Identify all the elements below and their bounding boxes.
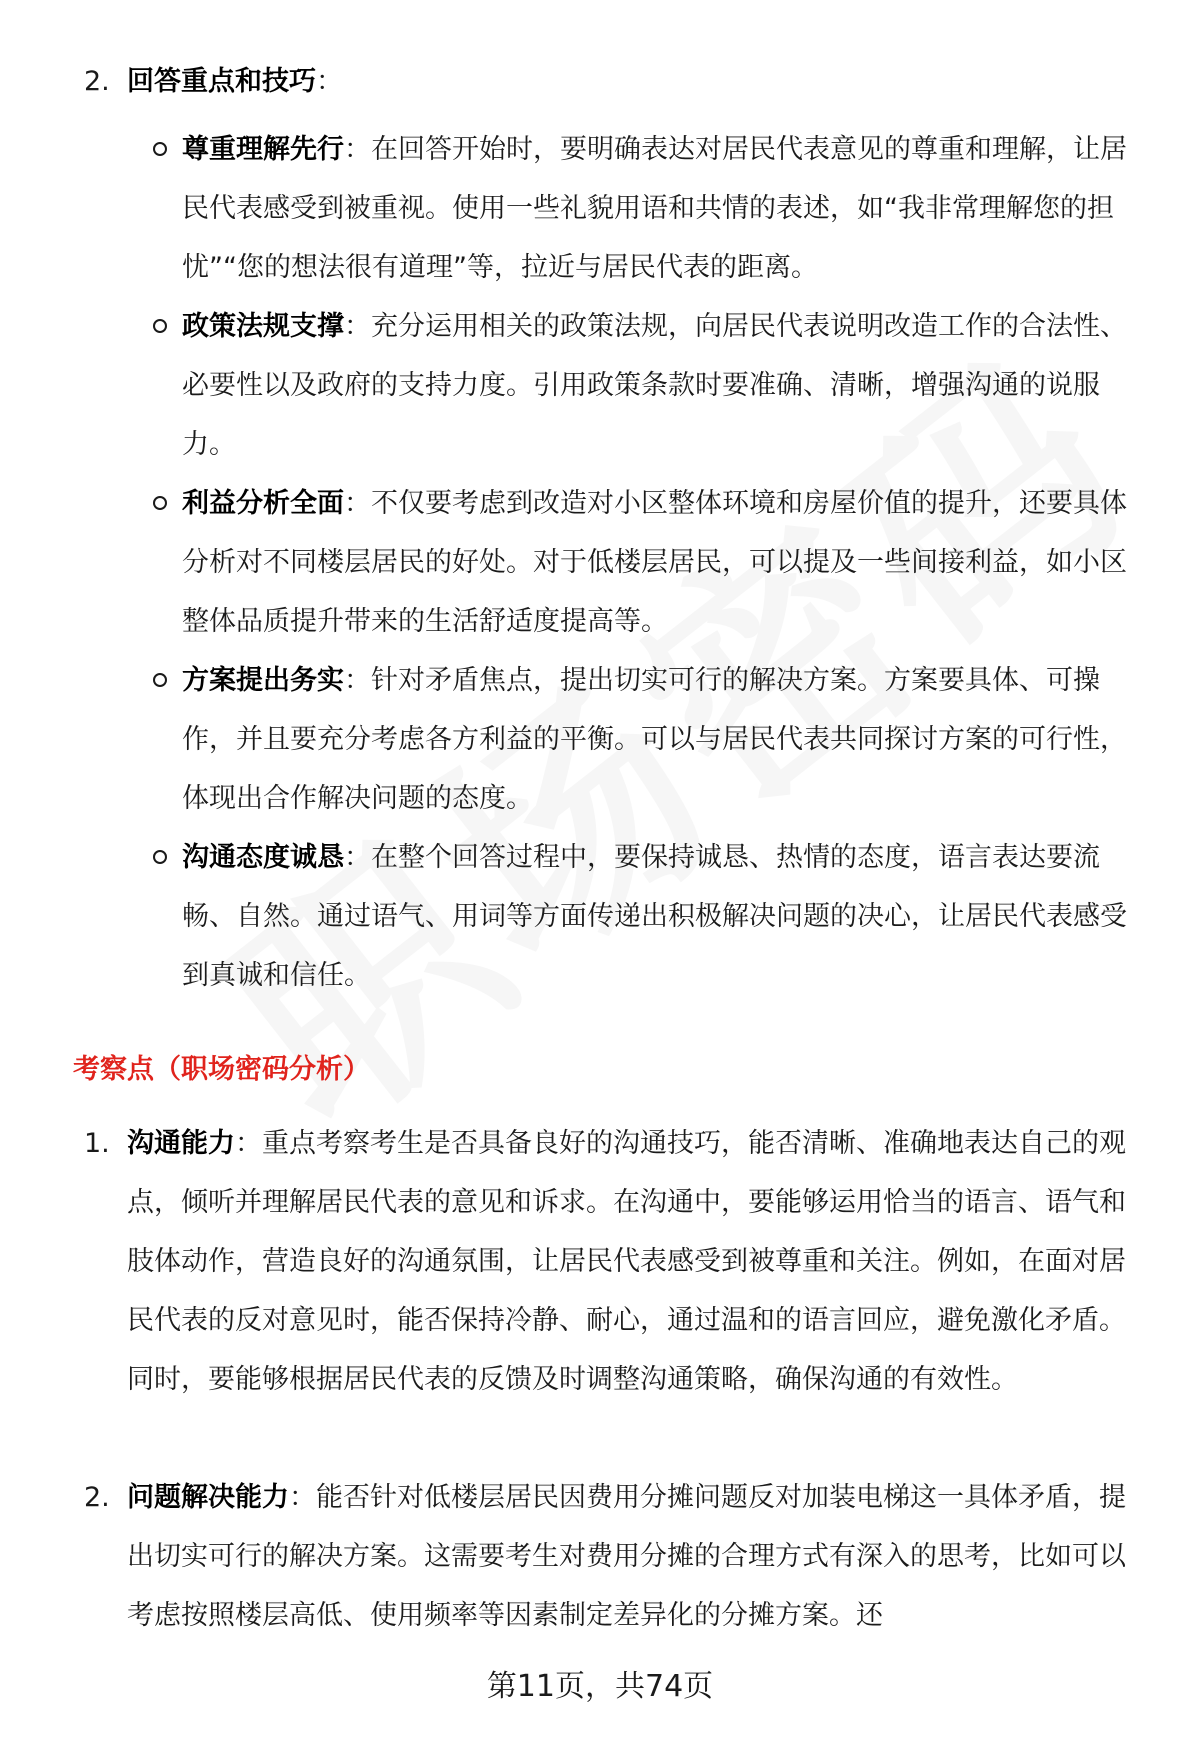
bullet-label: 利益分析全面 — [182, 488, 344, 519]
list-item — [182, 651, 1142, 828]
list-item — [182, 474, 1142, 651]
bullet-marker — [153, 496, 167, 510]
item-label: 沟通能力 — [127, 1128, 235, 1159]
section-heading: 考察点（职场密码分析） — [73, 1054, 370, 1085]
list-title — [127, 52, 1127, 111]
bullet-text: ：在回答开始时，要明确表达对居民代表意见的尊重和理解，让居民代表感受到被重视。使用一些礼貌用语和共情的表述，如“我非常理解您的担忧”“您的想法很有道理”等，拉近与居民代表的距离。 — [182, 134, 1127, 283]
list-item — [182, 297, 1142, 474]
list-item — [127, 1468, 1142, 1645]
bullet-marker — [153, 319, 167, 333]
list-number: 1. — [84, 1128, 110, 1159]
bullet-marker — [153, 673, 167, 687]
item-text: ：重点考察考生是否具备良好的沟通技巧，能否清晰、准确地表达自己的观点，倾听并理解居民代表的意见和诉求。在沟通中，要能够运用恰当的语言、语气和肢体动作，营造良好的沟通氛围，让居民代表感受到被尊重和关注。例如，在面对居民代表的反对意见时，能否保持冷静、耐心，通过温和的语言回应，避免激化矛盾。同时，要能够根据居民代表的反馈及时调整沟通策略，确保沟通的有效性。 — [127, 1128, 1126, 1395]
list-item — [182, 120, 1142, 297]
list-item — [182, 828, 1142, 1005]
bullet-label: 政策法规支撑 — [182, 311, 344, 342]
bullet-marker — [153, 142, 167, 156]
page-number: 第11页，共74页 — [486, 1669, 714, 1704]
item-text: ：能否针对低楼层居民因费用分摊问题反对加装电梯这一具体矛盾，提出切实可行的解决方案。这需要考生对费用分摊的合理方式有深入的思考，比如可以考虑按照楼层高低、使用频率等因素制定差异化的分摊方案。还 — [127, 1482, 1126, 1631]
list-number: 2. — [84, 66, 110, 97]
list-item — [127, 1114, 1142, 1409]
bullet-text: ：不仅要考虑到改造对小区整体环境和房屋价值的提升，还要具体分析对不同楼层居民的好处。对于低楼层居民，可以提及一些间接利益，如小区整体品质提升带来的生活舒适度提高等。 — [182, 488, 1127, 637]
list-number: 2. — [84, 1482, 110, 1513]
bullet-marker — [153, 850, 167, 864]
bullet-text: ：充分运用相关的政策法规，向居民代表说明改造工作的合法性、必要性以及政府的支持力度。引用政策条款时要准确、清晰，增强沟通的说服力。 — [182, 311, 1127, 460]
bullet-label: 尊重理解先行 — [182, 134, 344, 165]
list-title-label: 回答重点和技巧 — [127, 66, 316, 97]
bullet-text: ：针对矛盾焦点，提出切实可行的解决方案。方案要具体、可操作，并且要充分考虑各方利益的平衡。可以与居民代表共同探讨方案的可行性，体现出合作解决问题的态度。 — [182, 665, 1127, 814]
bullet-text: ：在整个回答过程中，要保持诚恳、热情的态度，语言表达要流畅、自然。通过语气、用词等方面传递出积极解决问题的决心，让居民代表感受到真诚和信任。 — [182, 842, 1127, 991]
bullet-label: 沟通态度诚恳 — [182, 842, 344, 873]
bullet-label: 方案提出务实 — [182, 665, 344, 696]
item-label: 问题解决能力 — [127, 1482, 289, 1513]
list-title-suffix: ： — [316, 66, 343, 97]
